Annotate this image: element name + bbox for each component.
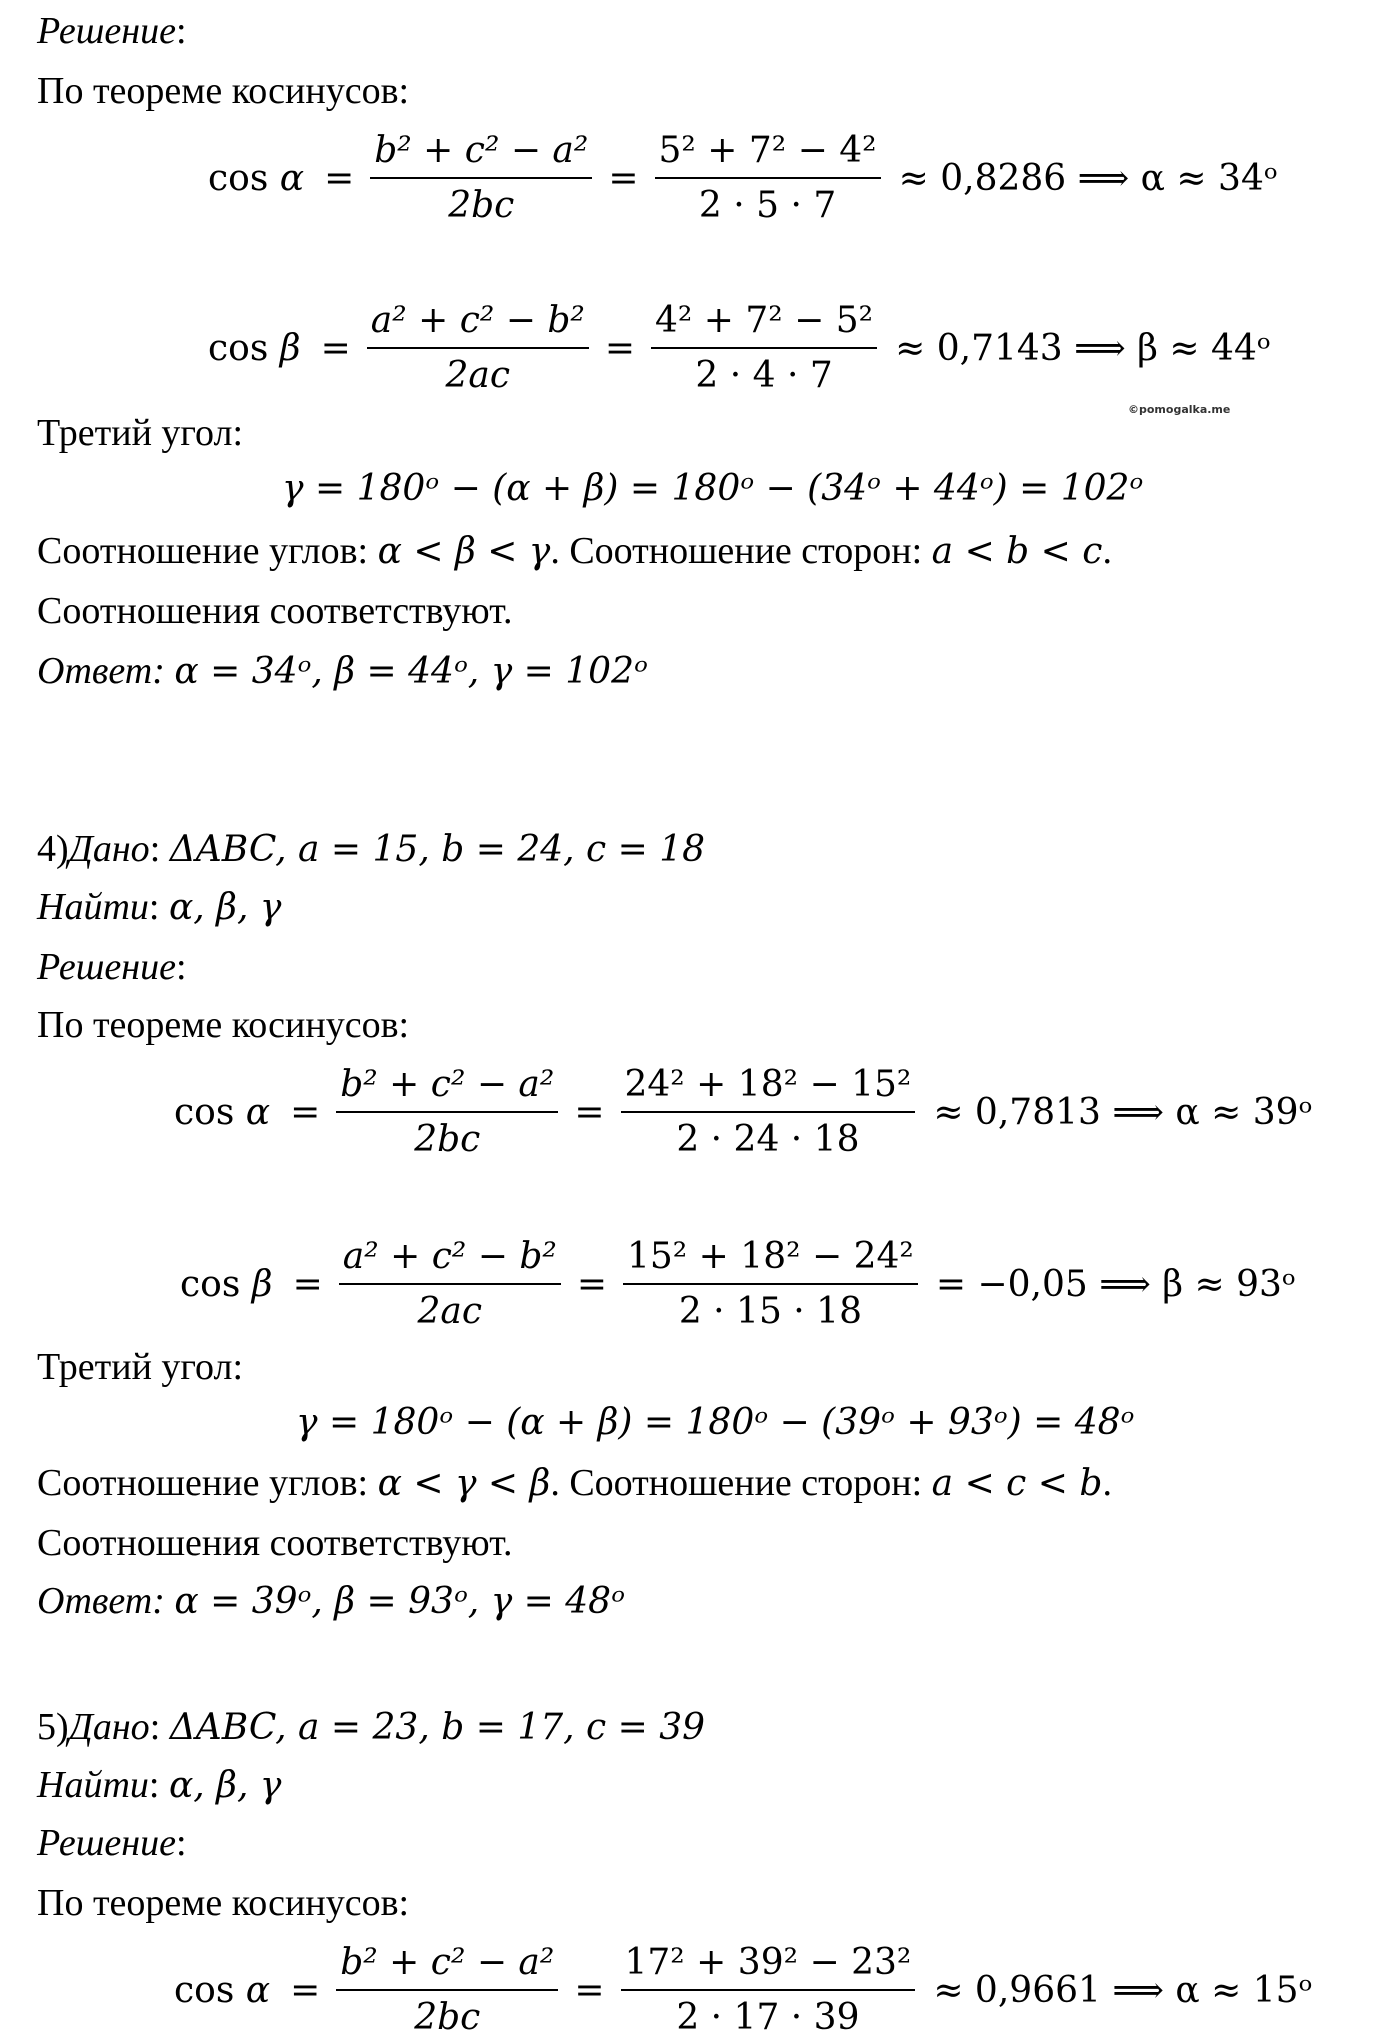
answer-line: Ответ: α = 39ᵒ, β = 93ᵒ, γ = 48ᵒ bbox=[37, 1580, 625, 1622]
given-line: 4)Дано: ΔABC, a = 15, b = 24, c = 18 bbox=[37, 828, 706, 870]
relation-line: Соотношение углов: α < β < γ. Соотношение сторон: a < b < c. bbox=[37, 530, 1112, 572]
theorem-line: По теореме косинусов: bbox=[37, 1004, 410, 1046]
cos-alpha-equation: cos α = $\frac{\text{b² + c² − a²}}{2bc}$ = $\frac{\text{24² + 18² − 15²}}{2 \cdot 24 \cdot 18}$ ≈ 0,7813 ⟹ α ≈ 39ᵒ bbox=[174, 1064, 1313, 1160]
cos-alpha-equation: cos α = $\frac{\text{b² + c² − a²}}{2bc}$ = $\frac{\text{17² + 39² − 23²}}{2 \cdot 17 \cdot 39}$ ≈ 0,9661 ⟹ α ≈ 15ᵒ bbox=[174, 1942, 1313, 2038]
relation-line: Соотношение углов: α < γ < β. Соотношение сторон: a < c < b. bbox=[37, 1462, 1112, 1504]
gamma-equation: γ = 180ᵒ − (α + β) = 180ᵒ − (39ᵒ + 93ᵒ) = 48ᵒ bbox=[296, 1402, 1135, 1443]
gamma-equation: γ = 180ᵒ − (α + β) = 180ᵒ − (34ᵒ + 44ᵒ) = 102ᵒ bbox=[282, 468, 1144, 509]
theorem-line: По теореме косинусов: bbox=[37, 70, 410, 112]
watermark: ©pomogalka.me bbox=[1128, 403, 1231, 416]
find-line: Найти: α, β, γ bbox=[37, 886, 282, 928]
third-angle-label: Третий угол: bbox=[37, 1346, 244, 1388]
find-line: Найти: α, β, γ bbox=[37, 1764, 282, 1806]
match-line: Соотношения соответствуют. bbox=[37, 1522, 513, 1564]
theorem-line: По теореме косинусов: bbox=[37, 1882, 410, 1924]
cos-beta-equation: cos β = $\frac{\text{a² + c² − b²}}{2ac}$ = $\frac{\text{4² + 7² − 5²}}{2 \cdot 4 \cdot 7}$ ≈ 0,7143 ⟹ β ≈ 44ᵒ bbox=[208, 300, 1271, 396]
cos-alpha-equation: cos α = $\frac{\text{b² + c² − a²}}{2bc}$ = $\frac{\text{5² + 7² − 4²}}{2 \cdot 5 \cdot 7}$ ≈ 0,8286 ⟹ α ≈ 34ᵒ bbox=[208, 130, 1278, 226]
answer-line: Ответ: α = 34ᵒ, β = 44ᵒ, γ = 102ᵒ bbox=[37, 650, 648, 692]
match-line: Соотношения соответствуют. bbox=[37, 590, 513, 632]
solution-heading: Решение: bbox=[37, 946, 187, 988]
solution-heading: Решение: bbox=[37, 10, 187, 52]
third-angle-label: Третий угол: bbox=[37, 412, 244, 454]
cos-beta-equation: cos β = $\frac{\text{a² + c² − b²}}{2ac}$ = $\frac{\text{15² + 18² − 24²}}{2 \cdot 15 \cdot 18}$ = −0,05 ⟹ β ≈ 93ᵒ bbox=[180, 1236, 1296, 1332]
solution-heading: Решение: bbox=[37, 1822, 187, 1864]
given-line: 5)Дано: ΔABC, a = 23, b = 17, c = 39 bbox=[37, 1706, 706, 1748]
